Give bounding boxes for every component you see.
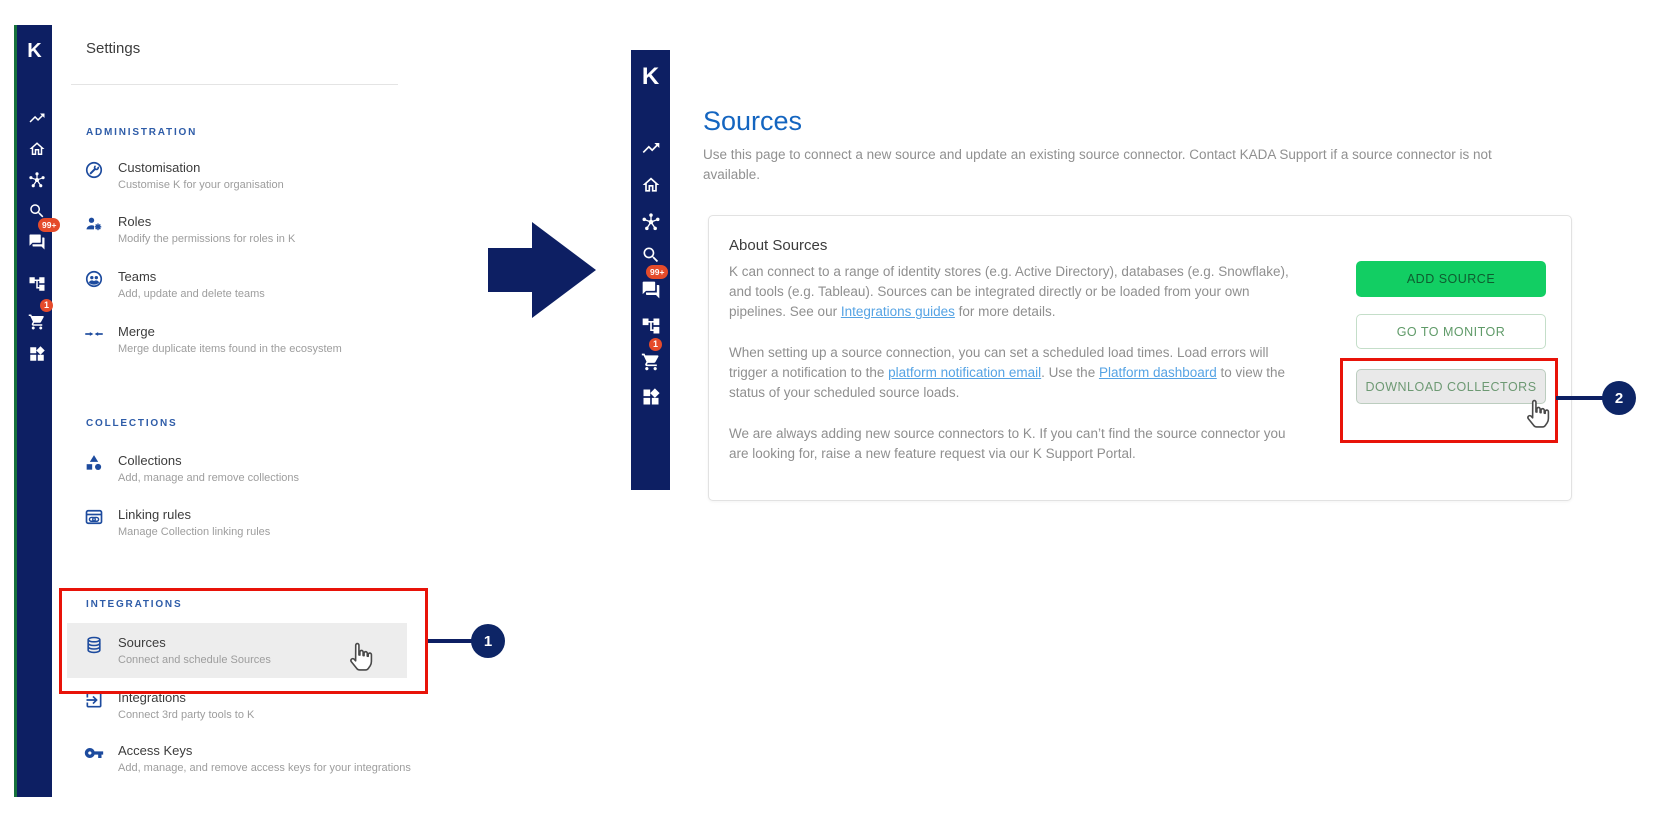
annotation-step-1: 1: [471, 624, 505, 658]
trending-icon[interactable]: [641, 138, 661, 158]
paragraph-1: [729, 262, 1289, 322]
item-title: Merge: [118, 324, 155, 339]
trending-icon[interactable]: [28, 109, 46, 127]
card-body: [729, 262, 1289, 485]
item-title: Customisation: [118, 160, 201, 175]
hand-cursor-1: [346, 642, 374, 674]
item-title: Access Keys: [118, 743, 193, 758]
item-subtitle: Connect 3rd party tools to K: [118, 709, 255, 721]
p2-text-after: to view the status of your scheduled source loads.: [729, 365, 1286, 400]
item-title: Collections: [118, 453, 182, 468]
item-title: Sources: [118, 635, 166, 650]
item-subtitle: Merge duplicate items found in the ecosystem: [118, 343, 342, 355]
hub-icon[interactable]: [641, 212, 661, 232]
customisation-icon: [84, 160, 104, 180]
section-administration: ADMINISTRATION: [86, 127, 198, 138]
linking-rules-icon: [84, 507, 104, 527]
hand-cursor-2: [1523, 399, 1551, 431]
paragraph-2: [729, 343, 1289, 403]
section-integrations: INTEGRATIONS: [86, 599, 183, 610]
annotation-step-2: 2: [1602, 381, 1636, 415]
transition-arrow: [486, 220, 600, 322]
cart-icon[interactable]: [641, 352, 661, 372]
chat-badge: 99+: [38, 218, 60, 232]
chat-icon[interactable]: [28, 233, 46, 251]
hierarchy-icon[interactable]: [28, 275, 46, 293]
settings-item-customisation[interactable]: [84, 160, 414, 192]
settings-item-linking-rules[interactable]: [84, 507, 414, 539]
sources-page-description: Use this page to connect a new source and update an existing source connector. Contact KADA Support if a source connector is not available.: [703, 147, 1492, 182]
card-title: About Sources: [729, 237, 828, 254]
sources-page-title: Sources: [703, 106, 803, 136]
item-subtitle: Add, update and delete teams: [118, 288, 265, 300]
settings-item-integrations[interactable]: [84, 690, 414, 722]
teams-icon: [84, 269, 104, 289]
right-sidebar: [631, 50, 670, 490]
widgets-icon[interactable]: [28, 345, 46, 363]
settings-item-collections[interactable]: [84, 453, 414, 485]
widgets-icon[interactable]: [641, 387, 661, 407]
settings-page-title: Settings: [86, 40, 141, 57]
integrations-guides-link[interactable]: Integrations guides: [840, 304, 955, 319]
item-title: Integrations: [118, 690, 186, 705]
p2-text: When setting up a source connection, you can set a scheduled load times. Load errors will trigger a notification to the: [729, 345, 1269, 380]
cart-icon[interactable]: [28, 313, 46, 331]
settings-item-access-keys[interactable]: [84, 743, 414, 775]
chat-badge: 99+: [646, 265, 668, 279]
settings-item-roles[interactable]: [84, 214, 414, 246]
platform-notification-email-link[interactable]: platform notification email: [888, 365, 1042, 380]
item-subtitle: Add, manage and remove collections: [118, 472, 299, 484]
item-subtitle: Add, manage, and remove access keys for your integrations: [118, 762, 411, 774]
go-to-monitor-button[interactable]: GO TO MONITOR: [1356, 314, 1546, 349]
collections-icon: [84, 453, 104, 473]
annotation-connector-2: [1556, 396, 1604, 400]
chat-icon[interactable]: [641, 280, 661, 300]
key-icon: [84, 743, 104, 763]
hub-icon[interactable]: [28, 171, 46, 189]
p1-text-after: for more details.: [954, 304, 1056, 319]
settings-item-teams[interactable]: [84, 269, 414, 301]
settings-item-merge[interactable]: [84, 324, 414, 356]
p2-text-mid: . Use the: [1041, 365, 1099, 380]
platform-dashboard-link[interactable]: Platform dashboard: [1098, 365, 1217, 380]
k-logo: K: [27, 40, 42, 62]
item-subtitle: Connect and schedule Sources: [118, 654, 271, 666]
section-collections: COLLECTIONS: [86, 418, 178, 429]
item-subtitle: Manage Collection linking rules: [118, 526, 271, 538]
download-collectors-button[interactable]: DOWNLOAD COLLECTORS: [1356, 369, 1546, 404]
add-source-button[interactable]: ADD SOURCE: [1356, 261, 1546, 297]
roles-icon: [84, 214, 104, 234]
search-icon[interactable]: [641, 245, 661, 265]
k-logo: K: [641, 63, 660, 90]
item-title: Linking rules: [118, 507, 191, 522]
hierarchy-icon[interactable]: [641, 316, 661, 336]
item-subtitle: Modify the permissions for roles in K: [118, 233, 296, 245]
left-sidebar: [14, 25, 57, 797]
cart-badge: 1: [649, 338, 662, 351]
p1-text: K can connect to a range of identity stores (e.g. Active Directory), databases (e.g. Snowflake), and tools (e.g. Tableau). Sources can be integrated directly or be loaded from your own pipelines. See our: [729, 264, 1289, 319]
settings-divider: [71, 84, 398, 85]
item-subtitle: Customise K for your organisation: [118, 179, 284, 191]
home-icon[interactable]: [28, 140, 46, 158]
cart-badge: 1: [40, 299, 53, 312]
merge-icon: [84, 324, 104, 344]
home-icon[interactable]: [641, 175, 661, 195]
item-title: Teams: [118, 269, 157, 284]
annotation-box-1: [59, 588, 428, 694]
item-title: Roles: [118, 214, 152, 229]
annotation-connector-1: [428, 639, 473, 643]
paragraph-3: We are always adding new source connectors to K. If you can’t find the source connector you are looking for, raise a new feature request via our K Support Portal.: [729, 426, 1286, 461]
